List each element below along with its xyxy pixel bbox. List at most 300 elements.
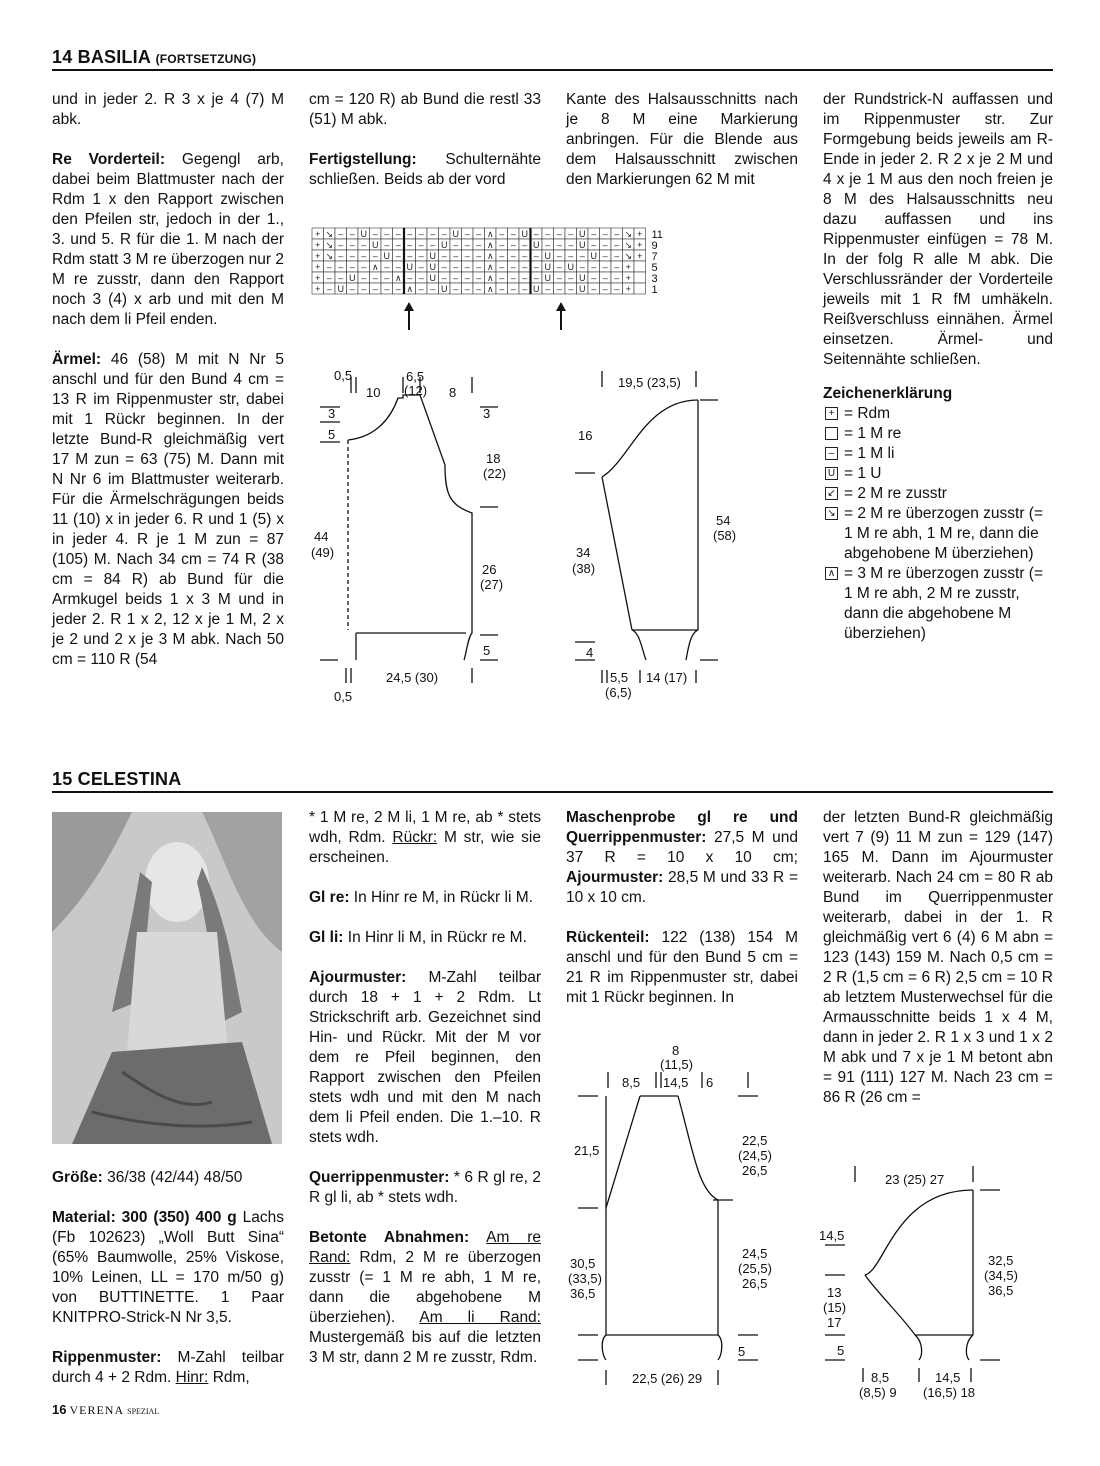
chart-symbol: – [568, 229, 574, 239]
chart-symbol: – [361, 273, 367, 283]
dim-label: 19,5 (23,5) [618, 375, 681, 390]
sec15-column-4 [823, 808, 1053, 1128]
dim-label: 5,5 [610, 670, 629, 685]
legend-item [823, 424, 1053, 444]
chart-symbol: – [510, 229, 516, 239]
chart-symbol: – [384, 273, 390, 283]
section-14-title: 14 BASILIA (FORTSETZUNG) [52, 47, 257, 67]
paragraph: Betonte Abnahmen: Am re Rand: Rdm, 2 M re überzogen zusstr (= 1 M re abh, 1 M re, dann die abgehobene M überziehen). Am li Rand: Mustergemäß bis auf die letzten 3 M str, dann 2 M re zusstr, Rdm. [309, 1229, 542, 1366]
dim-label: (15) [823, 1300, 847, 1315]
dim-label: 17 [827, 1315, 842, 1330]
chart-symbol: – [602, 262, 608, 272]
chart-symbol: – [430, 284, 436, 294]
legend-list [823, 404, 1053, 644]
chart-symbol: – [476, 262, 482, 272]
chart-row-label: 1 [651, 284, 658, 296]
chart-symbol: – [614, 273, 620, 283]
chart-symbol: – [326, 284, 332, 294]
chart-symbol: ↘ [624, 229, 633, 239]
legend-item [823, 504, 1053, 564]
chart-symbol: – [591, 240, 597, 250]
sec15-column-1 [52, 1168, 284, 1408]
chart-symbol: – [464, 284, 470, 294]
paragraph: Kante des Halsausschnitts nach je 8 M eine Markierung anbringen. Für die Blende aus dem Halsausschnitt zwischen den Markierungen 62 M mit [566, 91, 798, 188]
chart-symbol: – [326, 273, 332, 283]
chart-symbol: ∧ [486, 251, 494, 261]
dim-label: (6,5) [605, 685, 632, 700]
chart-symbol: – [614, 240, 620, 250]
chart-symbol: – [361, 284, 367, 294]
chart-symbol: U [579, 240, 586, 250]
chart-symbol: – [361, 251, 367, 261]
chart-symbol: – [579, 251, 585, 261]
chart-symbol: – [361, 262, 367, 272]
legend-text: = 2 M re zusstr [844, 485, 947, 502]
chart-symbol: – [395, 251, 401, 261]
chart-symbol: – [556, 229, 562, 239]
chart-symbol: – [441, 229, 447, 239]
chart-symbol: – [499, 284, 505, 294]
paragraph: Rückenteil: 122 (138) 154 M anschl und für den Bund 5 cm = 21 R im Rippenmuster str, dabei mit 1 Rückr beginnen. In [566, 929, 798, 1006]
chart-symbol: U [383, 251, 390, 261]
chart-symbol: – [545, 229, 551, 239]
chart-symbol: – [614, 262, 620, 272]
chart-symbol: – [430, 229, 436, 239]
chart-symbol: – [533, 273, 539, 283]
chart-symbol: – [453, 262, 459, 272]
paragraph: Größe: 36/38 (42/44) 48/50 [52, 1169, 243, 1186]
legend-symbol-icon: ↙ [825, 487, 838, 500]
chart-symbol: U [429, 262, 436, 272]
chart-cell [634, 272, 646, 283]
sec14-column-3 [566, 90, 798, 210]
dim-label: 4 [586, 645, 594, 660]
chart-symbol: U [429, 251, 436, 261]
chart-symbol: – [591, 273, 597, 283]
chart-symbol: – [556, 251, 562, 261]
chart-symbol: – [591, 229, 597, 239]
chart-symbol: – [418, 262, 424, 272]
chart-row-labels [652, 229, 663, 296]
chart-symbol: – [418, 284, 424, 294]
chart-symbol: – [579, 262, 585, 272]
chart-symbol: U [544, 273, 551, 283]
chart-symbol: – [568, 273, 574, 283]
chart-symbol: ↘ [325, 229, 334, 239]
sec14-column-2 [309, 90, 541, 210]
legend-item [823, 484, 1053, 504]
chart-symbol: – [395, 262, 401, 272]
chart-symbol: – [476, 229, 482, 239]
chart-symbol: – [522, 240, 528, 250]
chart-symbol: – [384, 240, 390, 250]
chart-symbol: U [590, 251, 597, 261]
dim-label: (24,5) [738, 1148, 772, 1163]
chart-symbol: – [418, 251, 424, 261]
chart-symbol: – [545, 284, 551, 294]
chart-symbol: – [430, 240, 436, 250]
chart-symbol: ↘ [325, 240, 334, 250]
dim-label: 54 [716, 513, 731, 528]
chart-symbol: – [568, 240, 574, 250]
dim-label: 22,5 [742, 1133, 768, 1148]
chart-symbol: – [361, 240, 367, 250]
chart-symbol: – [338, 273, 344, 283]
legend-text: = Rdm [844, 405, 891, 422]
paragraph: der Rundstrick-N auffassen und im Rippenmuster str. Zur Formgebung beids jeweils am R-Ende in jeder 2. R 2 x je 2 M und 4 x je 1 M aus den noch freien je 8 M des Halsausschnitts neu dazu auffassen und ins Rippenmuster einfügen = 78 M. In der folg R alle M abk. Die Verschlussränder der Vorderteile jeweils mit 1 R fM umhäkeln. Reißverschluss einnähen. Ärmel einsetzen. Ärmel- und Seitennähte schließen. [823, 91, 1053, 368]
sleeve-schematic-15 [815, 1160, 1055, 1405]
legend-symbol-icon: + [825, 407, 838, 420]
dim-label: 8,5 [622, 1075, 641, 1090]
chart-symbol: – [499, 240, 505, 250]
chart-symbol: U [567, 262, 574, 272]
chart-symbol: – [407, 251, 413, 261]
chart-symbol: U [544, 251, 551, 261]
chart-symbol: – [602, 273, 608, 283]
chart-symbol: U [441, 284, 448, 294]
legend-item [823, 464, 1053, 484]
chart-symbol: U [360, 229, 367, 239]
chart-symbol: – [556, 284, 562, 294]
chart-symbol: U [579, 229, 586, 239]
chart-symbol: – [418, 273, 424, 283]
paragraph: Ajourmuster: M-Zahl teilbar durch 18 + 1 + 2 Rdm. Lt Strickschrift arb. Gezeichnet sind Hin- und Rückr. Mit der M vor dem re Pfeil beginnen, den Rapport zwischen den Pfeilen stets wdh und mit den M nach dem li Pfeil enden. Die 1.–10. R stets wdh. [309, 969, 542, 1146]
chart-symbol: – [441, 251, 447, 261]
dim-label: 8,5 [871, 1370, 890, 1385]
chart-symbol: – [602, 240, 608, 250]
chart-symbol: – [533, 262, 539, 272]
front-schematic [300, 365, 520, 710]
chart-symbol: – [522, 284, 528, 294]
dim-label: 14,5 [935, 1370, 961, 1385]
chart-symbol: + [637, 240, 643, 250]
chart-symbol: – [453, 251, 459, 261]
chart-symbol: – [453, 273, 459, 283]
chart-symbol: U [579, 284, 586, 294]
dim-label: 3 [483, 406, 491, 421]
chart-symbol: – [464, 229, 470, 239]
chart-symbol: U [533, 284, 540, 294]
dim-label: (25,5) [738, 1261, 772, 1276]
dim-label: 44 [314, 529, 329, 544]
chart-symbol: – [476, 251, 482, 261]
chart-symbol: ∧ [486, 229, 494, 239]
dim-label: (34,5) [984, 1268, 1018, 1283]
chart-symbol: ∧ [486, 240, 494, 250]
chart-symbol: + [315, 229, 321, 239]
dim-label: (38) [572, 561, 596, 576]
dim-label: 8 [672, 1043, 680, 1058]
sec14-column-1 [52, 90, 284, 690]
chart-symbol: – [453, 284, 459, 294]
chart-symbol: – [533, 229, 539, 239]
chart-symbol: – [522, 273, 528, 283]
chart-symbol: ↘ [624, 251, 633, 261]
chart-symbol: – [522, 262, 528, 272]
chart-symbol: – [568, 284, 574, 294]
chart-symbol: – [545, 240, 551, 250]
dim-label: 14 (17) [646, 670, 688, 685]
chart-symbol: – [614, 229, 620, 239]
chart-symbol: ∧ [371, 262, 379, 272]
chart-symbol: + [625, 273, 631, 283]
dim-label: 10 [366, 385, 381, 400]
chart-symbol: – [464, 273, 470, 283]
chart-symbol: U [429, 273, 436, 283]
paragraph: Gl li: In Hinr li M, in Rückr re M. [309, 929, 527, 946]
chart-symbol: – [499, 262, 505, 272]
dim-label: 13 [827, 1285, 842, 1300]
chart-symbol: – [510, 251, 516, 261]
chart-symbol: – [349, 240, 355, 250]
chart-row-label: 3 [651, 273, 658, 285]
dim-label: 5 [483, 643, 491, 658]
section-15-title: 15 CELESTINA [52, 769, 182, 789]
chart-symbol: – [384, 262, 390, 272]
chart-symbol: U [533, 240, 540, 250]
dim-label: (16,5) 18 [923, 1385, 976, 1400]
chart-symbol: – [614, 284, 620, 294]
chart-symbol: – [372, 251, 378, 261]
chart-symbol: – [602, 251, 608, 261]
legend-symbol-icon: ∧ [825, 567, 838, 580]
chart-symbol: + [625, 284, 631, 294]
dim-label: 24,5 [742, 1246, 768, 1261]
chart-symbol: – [338, 251, 344, 261]
dim-label: (22) [483, 466, 507, 481]
chart-symbol: ↘ [624, 240, 633, 250]
dim-label: (33,5) [568, 1271, 602, 1286]
chart-symbol: U [441, 240, 448, 250]
paragraph: Ärmel: 46 (58) M mit N Nr 5 anschl und für den Bund 4 cm = 13 R im Rippenmuster str, dabei mit 1 Rückr beginnen. In der letzte Bund-R gleichmäßig vert 17 M zun = 63 (75) M. Dann mit N Nr 6 im Blattmuster weiterarb. Für die Ärmelschrägungen beids 11 (10) x in jeder 6. R und 1 (5) x in jeder 4. R je 1 M zun = 87 (105) M. Nach 34 cm = 74 R (38 cm = 84 R) ab Bund für die Armkugel beids 1 x 3 M und in jeder 2. R 1 x 2, 12 x je 1 M, 2 x je 2 und 2 x je 3 M abk. Nach 50 cm = 110 R (54 [52, 351, 284, 668]
dim-label: 3 [328, 406, 336, 421]
chart-arrow-left [556, 302, 566, 330]
chart-symbol: – [372, 229, 378, 239]
paragraph: Maschenprobe gl re und Querrippenmuster: 27,5 M und 37 R = 10 x 10 cm; Ajourmuster: 28,5 M und 33 R = 10 x 10 cm. [566, 809, 798, 906]
knitting-chart [305, 225, 675, 335]
paragraph: cm = 120 R) ab Bund die restl 33 (51) M abk. [309, 91, 541, 128]
chart-symbol: U [544, 262, 551, 272]
dim-label: 14,5 [819, 1228, 845, 1243]
dim-label: 22,5 (26) 29 [632, 1371, 703, 1386]
chart-symbol: ∧ [486, 273, 494, 283]
chart-symbol: – [602, 284, 608, 294]
dim-label: 26 [482, 562, 497, 577]
sleeve-schematic [570, 365, 750, 710]
chart-symbol: ∧ [394, 273, 402, 283]
chart-symbol: – [384, 229, 390, 239]
chart-symbol: – [384, 284, 390, 294]
chart-symbol: – [464, 240, 470, 250]
chart-symbol: – [407, 229, 413, 239]
chart-symbol: – [499, 229, 505, 239]
sec14-column-4 [823, 90, 1053, 644]
dim-label: 0,5 [334, 368, 353, 383]
chart-symbol: – [464, 262, 470, 272]
dim-label: 21,5 [574, 1143, 600, 1158]
paragraph: Querrippenmuster: * 6 R gl re, 2 R gl li, ab * stets wdh. [309, 1169, 541, 1206]
dim-label: 6,5 [406, 369, 425, 384]
chart-symbol: – [349, 229, 355, 239]
magazine-edition: SPEZIAL [127, 1407, 160, 1416]
chart-symbol: + [625, 262, 631, 272]
chart-symbol: – [418, 229, 424, 239]
page-number: 16 [52, 1402, 67, 1417]
chart-symbol: U [372, 240, 379, 250]
paragraph: Rippenmuster: M-Zahl teilbar durch 4 + 2 Rdm. Hinr: Rdm, [52, 1349, 284, 1386]
legend-text: = 3 M re überzogen zusstr (= 1 M re abh, 2 M re zusstr, dann die abgehobene M überziehen) [844, 565, 1044, 642]
chart-symbol: – [499, 251, 505, 261]
chart-symbol: – [407, 273, 413, 283]
dim-label: 14,5 [663, 1075, 689, 1090]
chart-symbol: – [499, 273, 505, 283]
chart-symbol: ∧ [486, 284, 494, 294]
model-photo [52, 812, 282, 1144]
paragraph: Material: 300 (350) 400 g Lachs (Fb 102623) „Woll Butt Sina“ (65% Baumwolle, 25% Viskose, 10% Leinen, LL = 170 m/50 g) von BUTTINETTE. 1 Paar KNITPRO-Strick-N Nr 3,5. [52, 1209, 284, 1326]
chart-symbol: – [510, 240, 516, 250]
section-15-rule [52, 791, 1053, 793]
dim-label: 5 [837, 1343, 845, 1358]
chart-row-label: 7 [651, 251, 658, 263]
page-footer [52, 1402, 159, 1418]
paragraph: Re Vorderteil: Gegengl arb, dabei beim Blattmuster nach der Rdm 1 x den Rapport zwischen den Pfeilen str, jedoch in der 1., 3. und 5. R für die 1. M nach der Rdm statt 3 M re überzogen nur 2 M re zusstr, dann den Rapport noch 3 (4) x arb und mit den M nach dem li Pfeil enden. [52, 151, 284, 328]
chart-symbol: + [315, 251, 321, 261]
dim-label: 23 (25) 27 [885, 1172, 945, 1187]
chart-symbol: – [338, 229, 344, 239]
chart-symbol: + [637, 251, 643, 261]
sec15-column-2 [309, 808, 541, 1388]
dim-label: (58) [713, 528, 737, 543]
dim-label: 36,5 [988, 1283, 1014, 1298]
legend-item [823, 444, 1053, 464]
chart-symbol: ↘ [325, 251, 334, 261]
dim-label: (8,5) 9 [859, 1385, 897, 1400]
dim-label: 36,5 [570, 1286, 596, 1301]
chart-symbol: – [338, 262, 344, 272]
chart-symbol: – [338, 240, 344, 250]
chart-symbol: – [522, 251, 528, 261]
legend-text: = 2 M re überzogen zusstr (= 1 M re abh, 1 M re, dann die abgehobene M überziehen) [844, 505, 1044, 562]
chart-symbol: – [476, 240, 482, 250]
dim-label: 18 [486, 451, 501, 466]
legend-symbol-icon [825, 427, 838, 440]
chart-symbol: – [441, 262, 447, 272]
chart-symbol: + [315, 284, 321, 294]
chart-symbol: ∧ [406, 284, 414, 294]
chart-symbol: – [372, 284, 378, 294]
chart-symbol: – [453, 240, 459, 250]
chart-symbol: – [441, 273, 447, 283]
chart-symbol: – [372, 273, 378, 283]
chart-symbol: – [349, 251, 355, 261]
chart-symbol: – [510, 273, 516, 283]
chart-cell [634, 283, 646, 294]
legend-text: = 1 M li [844, 445, 895, 462]
chart-symbol: ∧ [486, 262, 494, 272]
legend-item [823, 404, 1053, 424]
legend-title: Zeichenerklärung [823, 385, 953, 402]
chart-symbol: – [476, 273, 482, 283]
paragraph: und in jeder 2. R 3 x je 4 (7) M abk. [52, 91, 284, 128]
paragraph: Fertigstellung: Schulternähte schließen. Beids ab der vord [309, 151, 541, 188]
chart-row-label: 9 [651, 240, 658, 252]
chart-row-label: 5 [651, 262, 658, 274]
chart-symbol: – [395, 229, 401, 239]
chart-symbol: – [510, 284, 516, 294]
chart-symbol: – [326, 262, 332, 272]
chart-symbol: U [452, 229, 459, 239]
dim-label: 5 [328, 427, 336, 442]
chart-symbol: – [556, 240, 562, 250]
paragraph: Gl re: In Hinr re M, in Rückr li M. [309, 889, 533, 906]
chart-symbol: – [407, 240, 413, 250]
chart-symbol: – [614, 251, 620, 261]
legend-text: = 1 U [844, 465, 882, 482]
legend-symbol-icon: U [825, 467, 838, 480]
chart-symbol: U [337, 284, 344, 294]
magazine-name: VERENA [69, 1403, 125, 1417]
chart-symbol: – [349, 262, 355, 272]
chart-symbol: U [406, 262, 413, 272]
chart-row-label: 11 [651, 229, 663, 241]
dim-label: 32,5 [988, 1253, 1014, 1268]
dim-label: 34 [576, 545, 591, 560]
paragraph: der letzten Bund-R gleichmäßig vert 7 (9) 11 M zun = 129 (147) 165 M. Dann im Ajourmuster weiterarb. Nach 24 cm = 80 R ab Bund im Querrippenmuster weiterarb, dabei in der 1. R gleichmäßig vert 6 (4) 6 M abn = 123 (143) 159 M. Nach 0,5 cm = 2 R (1,5 cm = 6 R) 2,5 cm = 10 R ab letztem Musterwechsel für die Armausschnitte beids 1 x 4 M, dann in jeder 2. R 1 x 3 und 1 x 2 M abk und 7 x je 1 M betont abn = 91 (111) 127 M. Nach 23 cm = 86 R (26 cm = [823, 809, 1053, 1106]
dim-label: (27) [480, 577, 504, 592]
legend-text: = 1 M re [844, 425, 902, 442]
chart-symbol: – [349, 284, 355, 294]
dim-label: (11,5) [660, 1057, 693, 1072]
chart-symbol: – [510, 262, 516, 272]
chart-symbol: U [579, 273, 586, 283]
chart-arrow-right [404, 302, 414, 330]
chart-symbol: U [349, 273, 356, 283]
paragraph: * 1 M re, 2 M li, 1 M re, ab * stets wdh, Rdm. Rückr: M str, wie sie erscheinen. [309, 809, 541, 866]
sec15-column-3 [566, 808, 798, 1028]
dim-label: 26,5 [742, 1163, 768, 1178]
chart-symbol: – [464, 251, 470, 261]
legend-symbol-icon: – [825, 447, 838, 460]
back-schematic [568, 1040, 793, 1395]
chart-symbol: U [521, 229, 528, 239]
chart-symbol: – [395, 240, 401, 250]
dim-label: 24,5 (30) [386, 670, 439, 685]
chart-grid [312, 228, 646, 294]
chart-symbol: – [476, 284, 482, 294]
chart-symbol: – [533, 251, 539, 261]
dim-label: (12) [404, 383, 428, 398]
chart-symbol: – [568, 251, 574, 261]
legend [823, 384, 1053, 644]
dim-label: 16 [578, 428, 593, 443]
dim-label: 6 [706, 1075, 714, 1090]
chart-symbol: – [602, 229, 608, 239]
chart-symbol: – [591, 284, 597, 294]
chart-symbol: – [556, 273, 562, 283]
dim-label: 8 [449, 385, 457, 400]
chart-symbol: + [315, 262, 321, 272]
section-14-rule [52, 69, 1053, 71]
dim-label: 26,5 [742, 1276, 768, 1291]
chart-symbol: + [315, 273, 321, 283]
chart-cell [634, 261, 646, 272]
legend-symbol-icon: ↘ [825, 507, 838, 520]
chart-symbol: – [395, 284, 401, 294]
chart-symbol: + [637, 229, 643, 239]
chart-symbol: + [315, 240, 321, 250]
dim-label: (49) [311, 545, 335, 560]
model-photo-illustration [52, 812, 282, 1144]
